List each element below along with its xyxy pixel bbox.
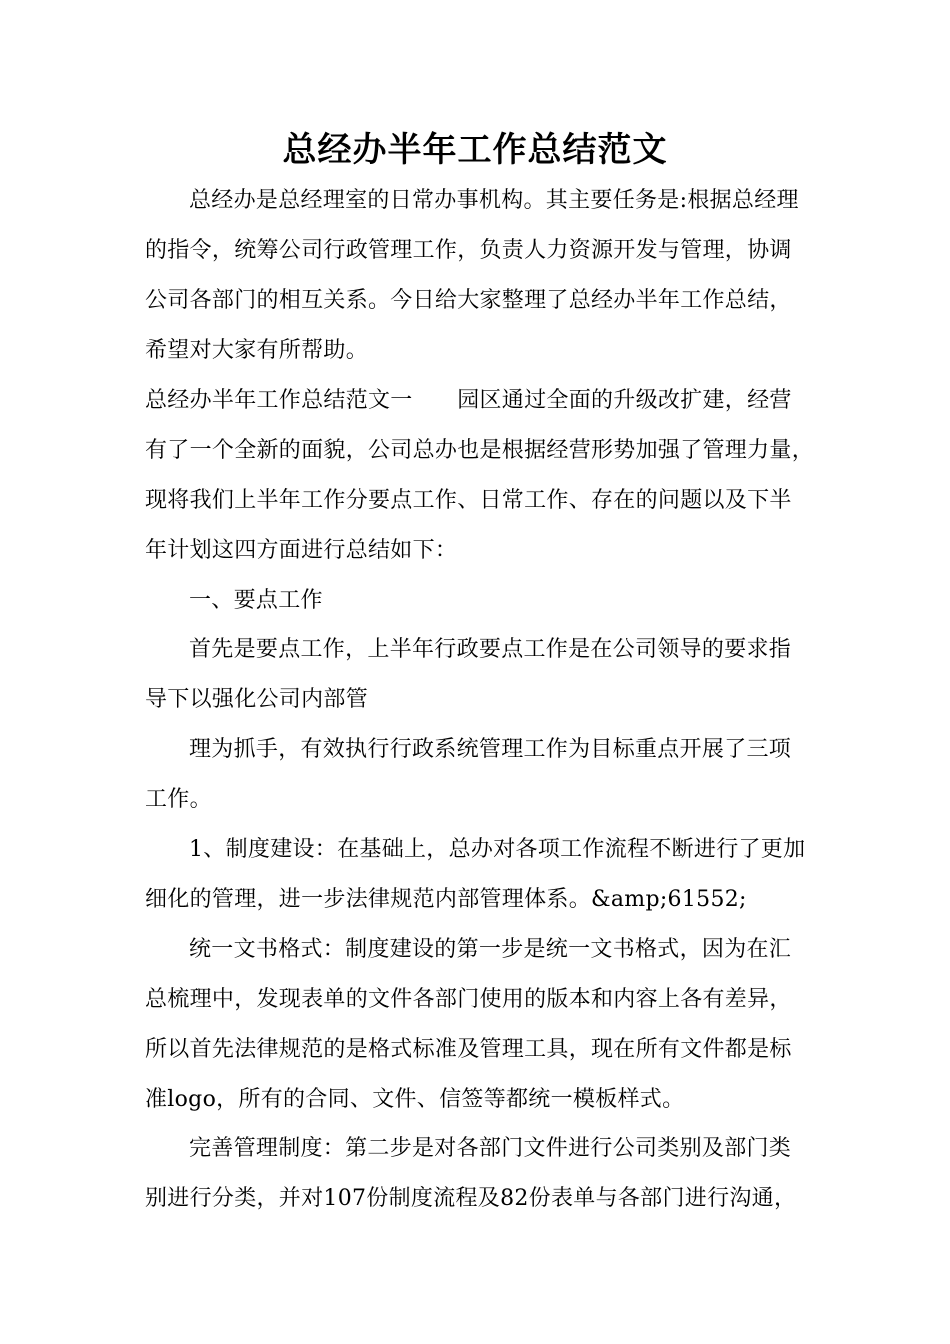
text-line: 统一文书格式：制度建设的第一步是统一文书格式，因为在汇 — [189, 937, 792, 962]
text-line: 完善管理制度：第二步是对各部门文件进行公司类别及部门类 — [189, 1136, 792, 1161]
text-line: 现将我们上半年工作分要点工作、日常工作、存在的问题以及下半 — [145, 488, 792, 513]
document-title: 总经办半年工作总结范文 — [282, 130, 668, 170]
text-line: 年计划这四方面进行总结如下： — [145, 538, 458, 563]
text-line: 细化的管理，进一步法律规范内部管理体系。&amp;61552; — [145, 887, 747, 912]
text-line: 工作。 — [145, 787, 212, 812]
text-line: 别进行分类，并对107份制度流程及82份表单与各部门进行沟通， — [145, 1186, 797, 1211]
section-heading: 一、要点工作 — [189, 588, 323, 613]
text-line: 的指令，统筹公司行政管理工作，负责人力资源开发与管理，协调 — [145, 238, 792, 263]
text-line: 导下以强化公司内部管 — [145, 687, 369, 712]
text-line: 公司各部门的相互关系。今日给大家整理了总经办半年工作总结， — [145, 288, 792, 313]
text-line: 总经办半年工作总结范文一 园区通过全面的升级改扩建，经营 — [145, 388, 792, 413]
text-line: 1、制度建设：在基础上，总办对各项工作流程不断进行了更加 — [189, 837, 806, 862]
text-line: 首先是要点工作，上半年行政要点工作是在公司领导的要求指 — [189, 637, 792, 662]
text-line: 理为抓手，有效执行行政系统管理工作为目标重点开展了三项 — [189, 737, 792, 762]
text-line: 希望对大家有所帮助。 — [145, 338, 369, 363]
text-line: 总经办是总经理室的日常办事机构。其主要任务是:根据总经理 — [189, 188, 799, 213]
text-line: 准logo，所有的合同、文件、信签等都统一模板样式。 — [145, 1087, 685, 1112]
text-line: 总梳理中，发现表单的文件各部门使用的版本和内容上各有差异， — [145, 987, 792, 1012]
text-line: 所以首先法律规范的是格式标准及管理工具，现在所有文件都是标 — [145, 1037, 792, 1062]
text-line: 有了一个全新的面貌，公司总办也是根据经营形势加强了管理力量， — [145, 438, 815, 463]
